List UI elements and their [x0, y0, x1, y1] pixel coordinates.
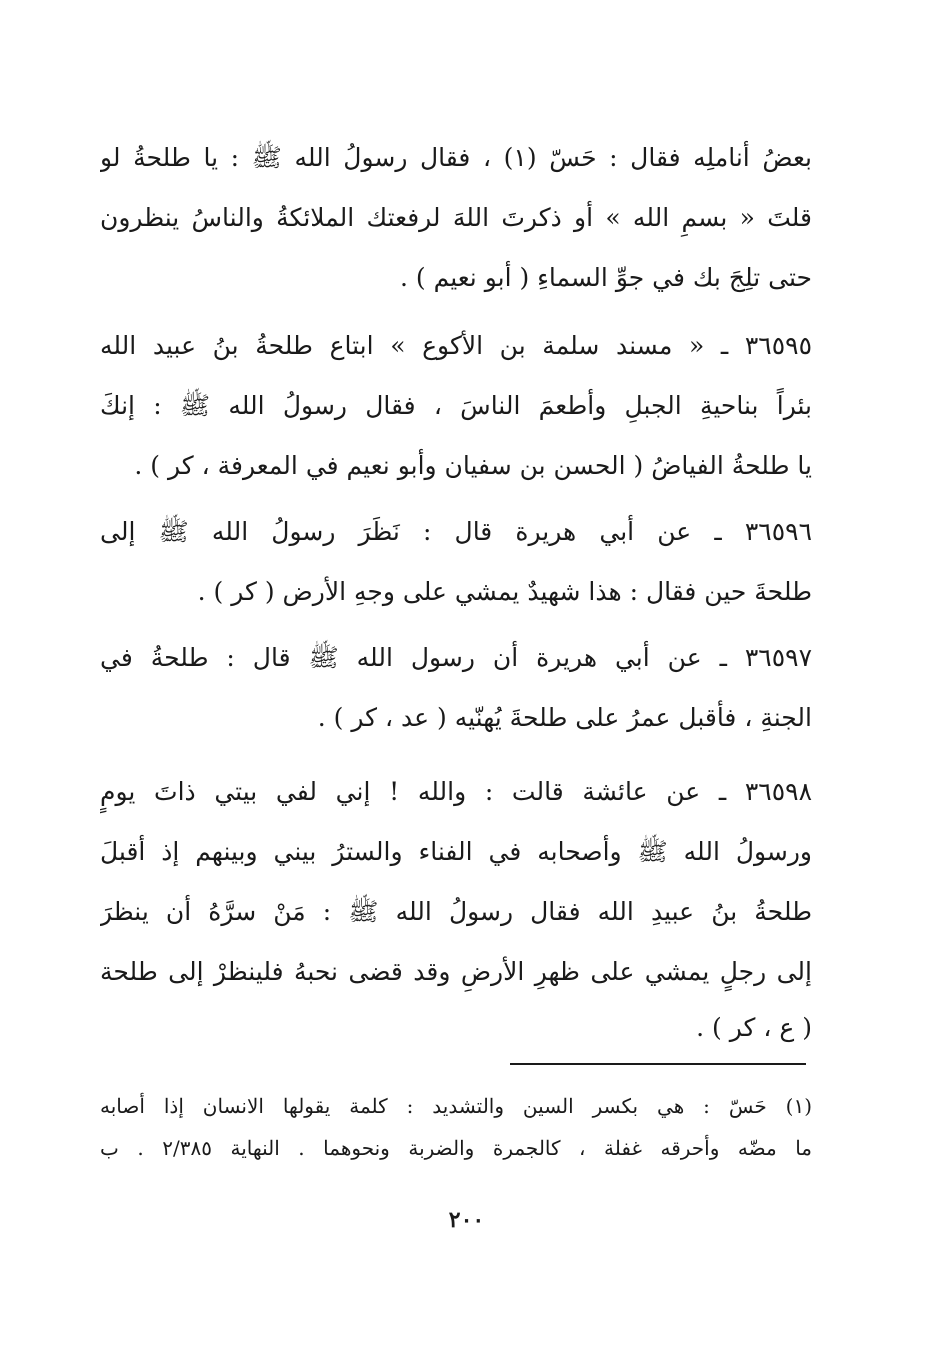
footnote-line: ما مضّه وأحرقه غفلة ، كالجمرة والضربة ونحوهما . النهاية ٢/٣٨٥ . ب [100, 1136, 812, 1160]
text-line: بئراً بناحيةِ الجبلِ وأطعمَ الناسَ ، فقال رسولُ الله ﷺ : إنكَ [100, 391, 812, 420]
text-line: إلى رجلٍ يمشي على ظهرِ الأرضِ وقد قضى نحبهُ فلينظرْ إلى طلحة [100, 957, 812, 986]
text-line: قلتَ « بسمِ الله » أو ذكرتَ اللهَ لرفعتك الملائكةُ والناسُ ينظرون [100, 203, 812, 232]
footnote-divider [510, 1063, 806, 1065]
hadith-36595-line: ٣٦٥٩٥ ـ « مسند سلمة بن الأكوع » ابتاع طلحةُ بنُ عبيد الله [100, 331, 812, 360]
hadith-36597-line: ٣٦٥٩٧ ـ عن أبي هريرة أن رسول الله ﷺ قال : طلحةُ في [100, 643, 812, 672]
text-line: ( ع ، كر ) . [696, 1013, 812, 1042]
text-line: الجنةِ ، فأقبل عمرُ على طلحةَ يُهنّيه ( عد ، كر ) . [317, 703, 812, 732]
hadith-36596-line: ٣٦٥٩٦ ـ عن أبي هريرة قال : نَظَرَ رسولُ الله ﷺ إلى [100, 517, 812, 546]
text-line: طلحةُ بنُ عبيدِ الله فقال رسولُ الله ﷺ : مَنْ سرَّهُ أن ينظرَ [100, 897, 812, 926]
text-line: ورسولُ الله ﷺ وأصحابه في الفناء والسترُ بيني وبينهم إذ أقبلَ [100, 837, 812, 866]
text-line: بعضُ أناملِه فقال : حَسّ (١) ، فقال رسولُ الله ﷺ : يا طلحةُ لو [100, 143, 812, 172]
footnote-line: (١) حَسّ : هي بكسر السين والتشديد : كلمة يقولها الانسان إذا أصابه [100, 1094, 812, 1118]
text-line: يا طلحةُ الفياضُ ( الحسن بن سفيان وأبو نعيم في المعرفة ، كر ) . [134, 451, 812, 480]
text-line: طلحةَ حين فقال : هذا شهيدٌ يمشي على وجهِ الأرض ( كر ) . [197, 577, 812, 606]
hadith-36598-line: ٣٦٥٩٨ ـ عن عائشة قالت : والله ! إني لفي بيتي ذاتَ يومٍ [100, 777, 812, 806]
page-number: ٢٠٠ [448, 1207, 485, 1233]
text-line: حتى تلِجَ بك في جوِّ السماءِ ( أبو نعيم ) . [399, 263, 812, 292]
